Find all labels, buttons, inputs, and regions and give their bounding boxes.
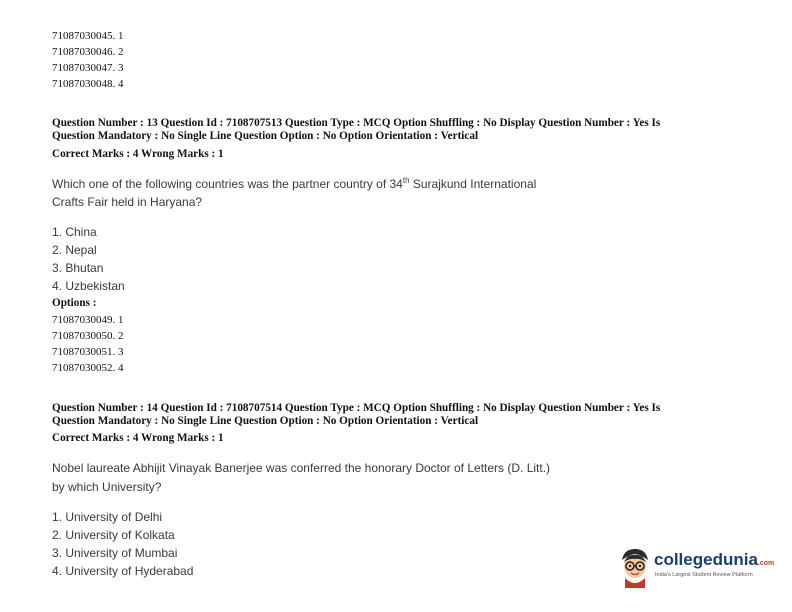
logo-wordmark: collegedunia.com	[654, 550, 775, 569]
question-13-choice: 2. Nepal	[52, 243, 97, 257]
question-14-choice: 3. University of Mumbai	[52, 546, 178, 560]
question-14-choice: 2. University of Kolkata	[52, 528, 175, 542]
logo-tagline: India's Largest Student Review Platform	[655, 572, 753, 578]
question-14-text-line2: by which University?	[52, 480, 162, 494]
options-label: Options :	[52, 297, 97, 309]
mascot-icon	[618, 546, 652, 588]
question-13-meta-line1: Question Number : 13 Question Id : 7108707513 Question Type : MCQ Option Shuffling : No Display Question Number : Yes Is	[52, 117, 661, 129]
option-code: 71087030052. 4	[52, 362, 124, 374]
option-code: 71087030048. 4	[52, 78, 124, 90]
question-14-choice: 1. University of Delhi	[52, 510, 163, 524]
option-code: 71087030047. 3	[52, 62, 124, 74]
collegedunia-logo	[618, 546, 775, 592]
question-13-marks: Correct Marks : 4 Wrong Marks : 1	[52, 148, 224, 160]
option-code: 71087030051. 3	[52, 346, 124, 358]
question-14-marks: Correct Marks : 4 Wrong Marks : 1	[52, 432, 224, 444]
option-code: 71087030045. 1	[52, 30, 124, 42]
question-13-text-line2: Crafts Fair held in Haryana?	[52, 195, 203, 209]
option-code: 71087030046. 2	[52, 46, 124, 58]
option-code: 71087030049. 1	[52, 314, 124, 326]
question-14-text-line1: Nobel laureate Abhijit Vinayak Banerjee was conferred the honorary Doctor of Letters (D. Litt.)	[52, 461, 551, 475]
question-14-choice: 4. University of Hyderabad	[52, 564, 194, 578]
question-13-meta-line2: Question Mandatory : No Single Line Question Option : No Option Orientation : Vertical	[52, 130, 479, 142]
question-14-meta-line1: Question Number : 14 Question Id : 7108707514 Question Type : MCQ Option Shuffling : No Display Question Number : Yes Is	[52, 402, 661, 414]
question-13-choice: 1. China	[52, 225, 97, 239]
question-13-text-line1: Which one of the following countries was the partner country of 34th Surajkund International	[52, 176, 537, 191]
question-14-meta-line2: Question Mandatory : No Single Line Question Option : No Option Orientation : Vertical	[52, 415, 479, 427]
option-code: 71087030050. 2	[52, 330, 124, 342]
question-13-choice: 3. Bhutan	[52, 261, 104, 275]
question-13-choice: 4. Uzbekistan	[52, 279, 125, 293]
